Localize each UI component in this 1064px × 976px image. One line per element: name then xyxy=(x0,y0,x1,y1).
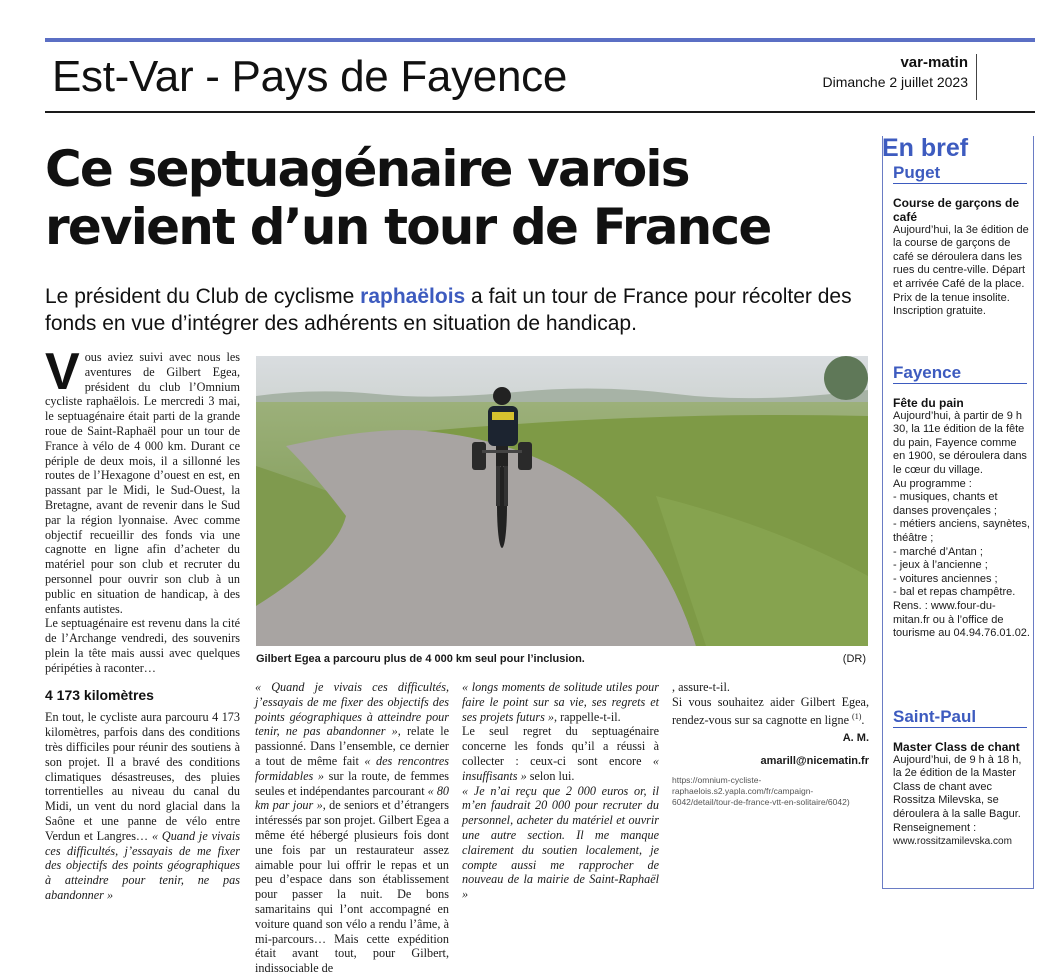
article-column-1 xyxy=(45,343,240,903)
brief-text: Aujourd’hui, à partir de 9 h 30, la 11e édition de la fête du pain, Fayence comme en 1900, se déroulera dans le cœur du village. xyxy=(893,409,1027,476)
article-subtitle: 4 173 kilomètres xyxy=(45,686,154,703)
subhead-part-1: Le président du Club de cyclisme xyxy=(45,285,361,308)
brief-program-item: - jeux à l’ancienne ; xyxy=(893,559,988,572)
author-email[interactable]: amarill@nicematin.fr xyxy=(760,755,869,768)
article-column-2 xyxy=(255,680,449,976)
article-column-4 xyxy=(672,680,869,808)
brief-program-item: - marché d’Antan ; xyxy=(893,545,983,558)
top-accent-rule xyxy=(45,38,1035,42)
brief-program-item: - métiers anciens, saynètes, théâtre ; xyxy=(893,518,1030,544)
brief-program-title: Au programme : xyxy=(893,477,972,490)
en-bref-title: En bref xyxy=(882,134,969,162)
brief-program-item: - bal et repas champêtre. xyxy=(893,586,1016,599)
paragraph-intro: ous aviez suivi avec nous les aventures de Gilbert Egea, président du club l’Omnium cycliste raphaëlois. Le mercredi 3 mai, le septuagénaire était parti de la grande roue de Saint-Raphaël pour un tour de France à vélo de 4 000 km. Durant ce périple de deux mois, il a sillonné les routes de l’Hexagone d’ouest en est, en passant par le Midi, le Sud-Ouest, la Bretagne, avant de revenir dans le Sud par la région lyonnaise. Avec comme objectif recueillir des fonds via une cagnotte en ligne afin d’acheter du matériel pour son club et recruter du personnel pour ouvrir son club à un public en situation de handicap, à des enfants autistes. xyxy=(45,350,240,616)
article-photo xyxy=(256,356,868,646)
brief-event-title: Course de garçons de café xyxy=(893,195,1020,224)
paragraph-quote-end: , assure-t-il. xyxy=(672,680,730,694)
paragraph-quote: « Je n’ai reçu que 2 000 euros or, il m’en faudrait 20 000 pour recruter du personnel, acheter du matériel et ouvrir une autre section. Il me manque clairement du soutien localement, je compte aussi me rapprocher de nouveau de la mairie de Saint-Raphaël » xyxy=(462,783,659,902)
subheadline xyxy=(45,283,875,337)
paragraph-journey-start: En tout, le cycliste aura parcouru 4 173 kilomètres, parfois dans des conditions très difficiles pour réunir des soutiens à son projet. Il a bravé des conditions climatiques désastreuses, des pluies torrentielles au niveau du canal du Midi, un vent du nord glacial dans la Saône et une panne de vélo entre Verdun et Langres… « Quand je vivais ces difficultés, j’essayais de me fixer des objectifs des points géographiques à atteindre pour tenir, ne pas abandonner » xyxy=(45,710,240,902)
paragraph-call-to-action: Si vous souhaitez aider Gilbert Egea, rendez-vous sur sa cagnotte en ligne $^{(1)}$. xyxy=(672,694,869,727)
headline-line-1: Ce septuagénaire varois xyxy=(45,140,689,198)
issue-date: Dimanche 2 juillet 2023 xyxy=(822,74,968,90)
brief-info: Rens. : www.four-du-mitan.fr ou à l’office de tourisme au 04.94.76.01.02. xyxy=(893,599,1030,640)
brief-town: Puget xyxy=(893,166,1027,184)
headline xyxy=(45,140,875,256)
article-column-3 xyxy=(462,680,659,902)
header-rule xyxy=(45,111,1035,113)
newspaper-name: var-matin xyxy=(900,54,968,71)
brief-text: Aujourd’hui, la 3e édition de la course de garçons de café se déroulera dans les rues du centre-ville. Départ et arrivée Café de la place. Prix de la tenue insolite. Inscription gratuite. xyxy=(893,223,1029,318)
brief-fayence xyxy=(893,363,1030,641)
photo-credit: (DR) xyxy=(842,653,866,665)
brief-website[interactable]: www.rossitzamilevska.com xyxy=(893,836,1012,848)
header-divider xyxy=(976,54,977,100)
photo-caption xyxy=(256,653,868,665)
paragraph-regret: Le seul regret du septuagénaire concerne les fonds qu’il a réussi à collecter : ceux-ci sont encore « insuffisants » selon lui. xyxy=(462,724,659,783)
headline-line-2: revient d’un tour de France xyxy=(45,198,771,256)
subhead-highlight: raphaëlois xyxy=(360,285,466,308)
paragraph-solitude: « longs moments de solitude utiles pour faire le point sur sa vie, ses regrets et ses projets futurs », rappelle-t-il. xyxy=(462,680,659,724)
brief-info: Renseignement : xyxy=(893,821,977,834)
brief-program-item: - musiques, chants et danses provençales ; xyxy=(893,491,998,517)
cagnotte-link[interactable]: https://omnium-cycliste-raphaelois.s2.yapla.com/fr/campaign-6042/detail/tour-de-france-vtt-en-solitaire/6042) xyxy=(672,775,850,808)
caption-text: Gilbert Egea a parcouru plus de 4 000 km seul pour l’inclusion. xyxy=(256,653,585,665)
brief-event-title: Master Class de chant xyxy=(893,739,1020,754)
paragraph-journey-cont: « Quand je vivais ces difficultés, j’essayais de me fixer des objectifs des points géographiques à atteindre pour tenir, ne pas abandonner », relate le passionné. Dans l’ensemble, ce dernier a tout de même fait « des rencontres formidables » sur la route, de femmes seules et indépendantes parcourant « 80 km par jour », de seniors et d’étrangers intéressés par son projet. Gilbert Egea a même été hébergé plusieurs fois dont une fois par un restaurateur assez aimable pour lui offrir le repas et un peu d’espace dans son établissement pour passer la nuit. De bons samaritains qui l’ont accompagné en voiture quand son vélo a rendu l’âme, à mi-parcours… Mais cette expédition était avant tout, pour Gilbert, indissociable de xyxy=(255,680,449,976)
brief-saint-paul xyxy=(893,707,1030,849)
brief-puget xyxy=(893,163,1030,319)
brief-program-item: - voitures anciennes ; xyxy=(893,572,998,585)
drop-cap: V xyxy=(45,343,80,401)
author-signature: A. M. xyxy=(842,732,869,745)
brief-text: Aujourd’hui, de 9 h à 18 h, la 2e édition de la Master Class de chant avec Rossitza Milevska, se déroulera à la salle Bagur. xyxy=(893,753,1022,820)
brief-event-title: Fête du pain xyxy=(893,395,964,410)
section-title: Est-Var - Pays de Fayence xyxy=(52,52,568,101)
subhead-part-2: a fait un tour de France pour récolter des fonds en vue d’intégrer des adhérents en situation de handicap. xyxy=(45,285,852,335)
brief-town: Fayence xyxy=(893,366,1027,384)
brief-town: Saint-Paul xyxy=(893,710,1027,728)
paragraph-return: Le septuagénaire est revenu dans la cité de l’Archange vendredi, des souvenirs plein la tête mais aussi avec quelques péripéties à raconter… xyxy=(45,616,240,675)
